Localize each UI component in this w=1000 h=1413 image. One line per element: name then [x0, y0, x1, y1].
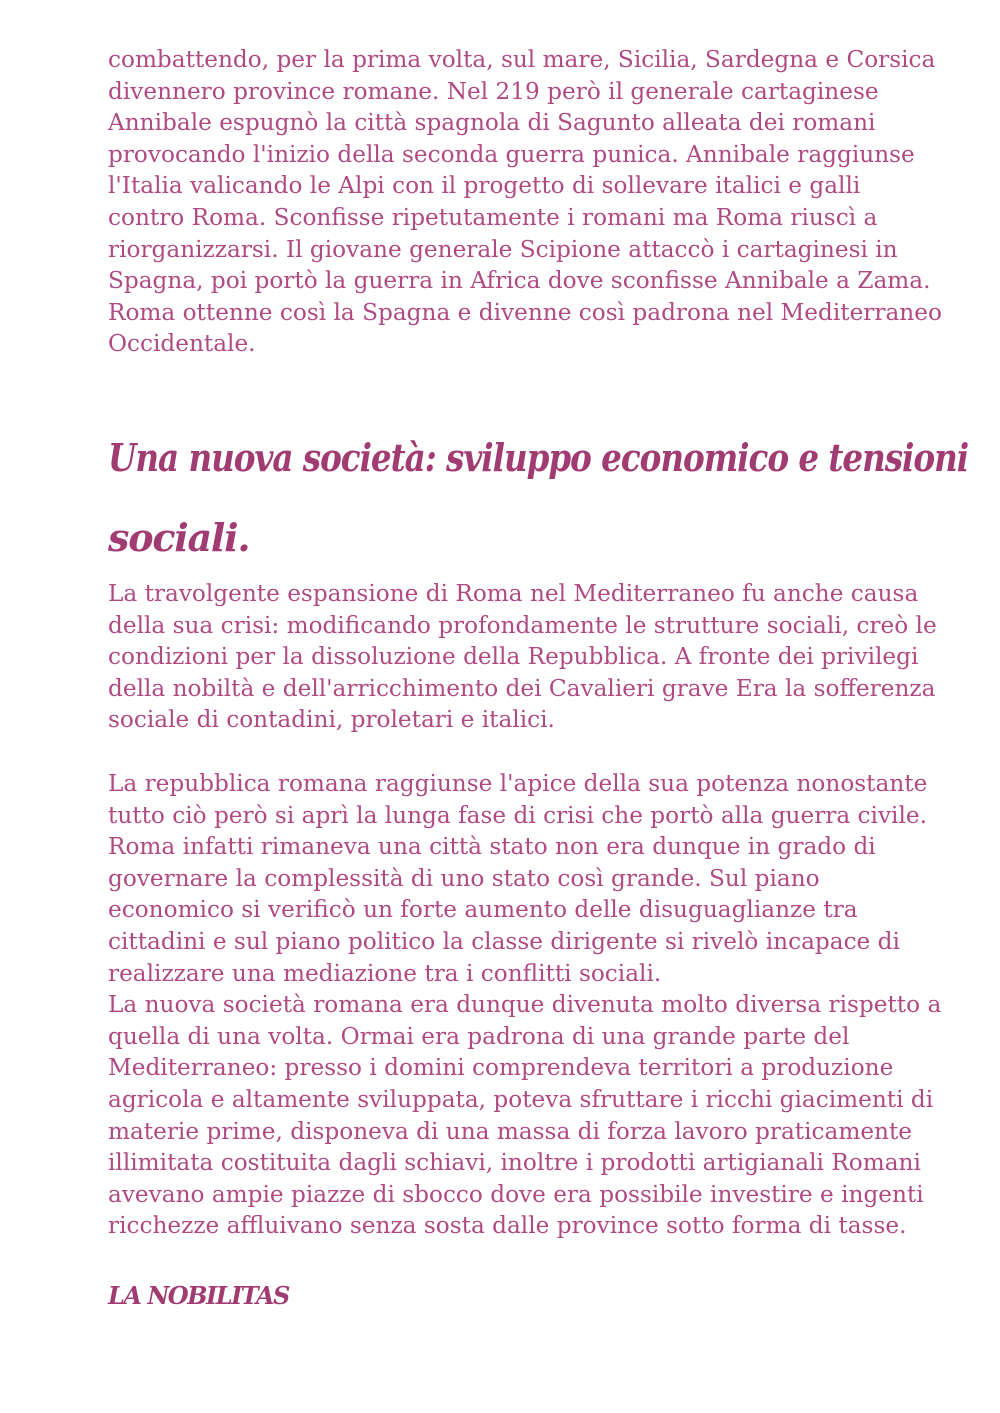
paragraph-crisis — [108, 578, 937, 736]
text-line: combattendo, per la prima volta, sul mare, Sicilia, Sardegna e Corsica — [108, 46, 936, 73]
text-line: cittadini e sul piano politico la classe dirigente si rivelò incapace di — [108, 927, 900, 955]
text-line: della nobiltà e dell'arricchimento dei Cavalieri grave Era la sofferenza — [108, 674, 936, 702]
text-line: materie prime, disponeva di una massa di forza lavoro praticamente — [108, 1117, 913, 1145]
text-line: condizioni per la dissoluzione della Repubblica. A fronte dei privilegi — [108, 643, 919, 671]
text-line: La travolgente espansione di Roma nel Mediterraneo fu anche causa — [108, 580, 919, 607]
text-line: tutto ciò però si aprì la lunga fase di crisi che portò alla guerra civile. — [108, 801, 927, 829]
text-line: contro Roma. Sconfisse ripetutamente i romani ma Roma riuscì a — [108, 203, 878, 231]
text-line: La repubblica romana raggiunse l'apice della sua potenza nonostante — [108, 770, 928, 797]
text-line: Mediterraneo: presso i domini comprendeva territori a produzione — [108, 1054, 894, 1082]
heading-line: sociali. — [108, 515, 250, 560]
text-line: Roma infatti rimaneva una città stato non era dunque in grado di — [108, 833, 876, 861]
text-line: illimitata costituita dagli schiavi, inoltre i prodotti artigianali Romani — [108, 1149, 921, 1177]
text-line: agricola e altamente sviluppata, poteva sfruttare i ricchi giacimenti di — [108, 1085, 934, 1113]
text-line: divennero province romane. Nel 219 però il generale cartaginese — [108, 77, 879, 105]
text-line: ricchezze affluivano senza sosta dalle province sotto forma di tasse. — [108, 1212, 907, 1240]
intro-paragraph — [108, 44, 942, 360]
section-heading — [108, 418, 1000, 578]
paragraph-society — [108, 768, 941, 1242]
text-line: riorganizzarsi. Il giovane generale Scipione attaccò i cartaginesi in — [108, 235, 898, 263]
subheading-nobilitas: LA NOBILITAS — [108, 1281, 289, 1310]
text-line: Occidentale. — [108, 330, 256, 358]
text-line: sociale di contadini, proletari e italici. — [108, 706, 555, 734]
text-line: Annibale espugnò la città spagnola di Sagunto alleata dei romani — [108, 109, 876, 137]
heading-line: Una nuova società: sviluppo economico e tensioni — [108, 435, 969, 480]
text-line: governare la complessità di uno stato così grande. Sul piano — [108, 864, 820, 892]
text-line: quella di una volta. Ormai era padrona di una grande parte del — [108, 1022, 850, 1050]
text-line: Spagna, poi portò la guerra in Africa dove sconfisse Annibale a Zama. — [108, 267, 931, 295]
text-line: La nuova società romana era dunque divenuta molto diversa rispetto a — [108, 991, 942, 1019]
text-line: della sua crisi: modificando profondamente le strutture sociali, creò le — [108, 611, 937, 639]
text-line: economico si verificò un forte aumento delle disuguaglianze tra — [108, 896, 858, 924]
text-line: provocando l'inizio della seconda guerra punica. Annibale raggiunse — [108, 140, 915, 168]
text-line: Roma ottenne così la Spagna e divenne così padrona nel Mediterraneo — [108, 298, 942, 326]
text-line: avevano ampie piazze di sbocco dove era possibile investire e ingenti — [108, 1180, 924, 1208]
text-line: l'Italia valicando le Alpi con il progetto di sollevare italici e galli — [108, 172, 861, 200]
text-line: realizzare una mediazione tra i conflitti sociali. — [108, 959, 662, 987]
